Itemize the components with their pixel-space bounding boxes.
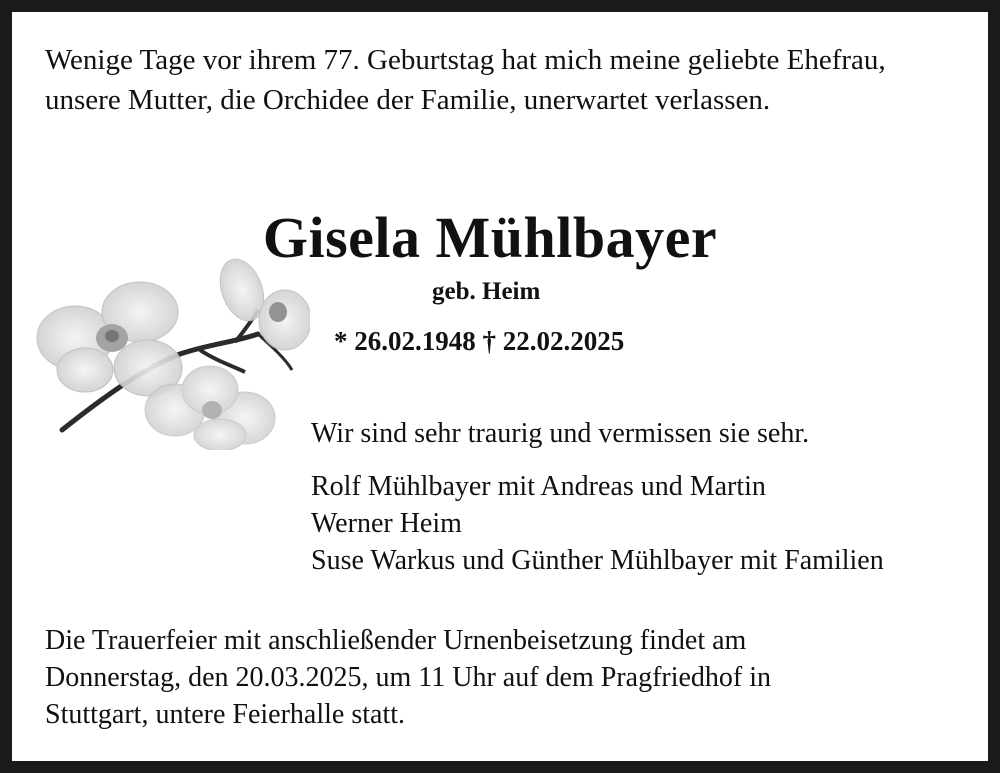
obituary-card (12, 12, 988, 761)
deceased-name (12, 204, 988, 271)
intro-text (45, 40, 886, 120)
family-member: Rolf Mühlbayer mit Andreas und Martin (311, 471, 766, 502)
deceased-name-text: Gisela Mühlbayer (262, 205, 718, 270)
service-info (45, 622, 771, 733)
maiden-name: geb. Heim (432, 278, 541, 305)
intro-line-1: Wenige Tage vor ihrem 77. Geburtstag hat mich meine geliebte Ehefrau, (45, 44, 886, 76)
family-list (311, 468, 884, 579)
intro-line-2: unsere Mutter, die Orchidee der Familie, unerwartet verlassen. (45, 84, 771, 116)
service-line-2: Donnerstag, den 20.03.2025, um 11 Uhr auf dem Pragfriedhof in (45, 662, 772, 693)
orchid-branch-icon (30, 250, 310, 450)
service-line-3: Stuttgart, untere Feierhalle statt. (45, 699, 406, 730)
family-member: Werner Heim (311, 508, 462, 539)
life-dates: * 26.02.1948 † 22.02.2025 (334, 326, 625, 356)
family-member: Suse Warkus und Günther Mühlbayer mit Familien (311, 545, 884, 576)
mourning-line: Wir sind sehr traurig und vermissen sie sehr. (311, 418, 810, 449)
service-line-1: Die Trauerfeier mit anschließender Urnenbeisetzung findet am (45, 625, 747, 656)
